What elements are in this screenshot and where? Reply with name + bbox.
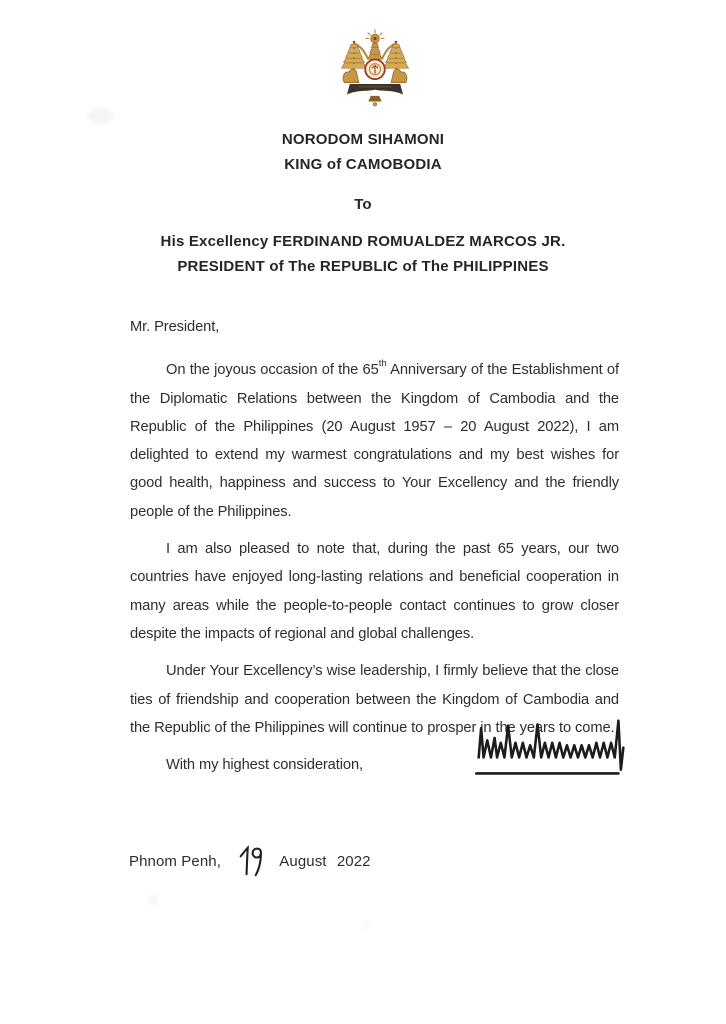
handwritten-day-19 <box>235 843 267 879</box>
closing-line: With my highest consideration, <box>166 757 364 774</box>
paragraph-1 <box>130 350 619 526</box>
paragraph-2: I am also pleased to note that, during the past 65 years, our two countries have enjoyed long-lasting relations and beneficial cooperation in many areas while the people-to-people contact continues to grow closer despite the impacts of regional and global challenges. <box>130 541 619 642</box>
paragraph-1-text: On the joyous occasion of the 65 <box>166 362 379 379</box>
dateline <box>129 843 371 879</box>
scan-artifact <box>362 922 370 928</box>
sender-name: NORODOM SIHAMONI <box>281 131 445 148</box>
scan-artifact <box>148 896 158 904</box>
to-label: To <box>354 196 372 213</box>
royal-arms-icon <box>333 28 417 109</box>
recipient-title: PRESIDENT of The REPUBLIC of The PHILIPPINES <box>177 258 549 275</box>
sender-title: KING of CAMOBODIA <box>284 156 442 173</box>
royal-arms-of-cambodia-crest <box>333 28 417 120</box>
signature-icon <box>467 706 635 782</box>
dateline-month-year: August 2022 <box>279 852 371 870</box>
ordinal-suffix: th <box>378 358 387 370</box>
salutation: Mr. President, <box>130 319 220 335</box>
royal-signature <box>467 706 635 782</box>
paragraph-3: Under Your Excellency’s wise leadership, I firmly believe that the close ties of friendship and cooperation between the Kingdom of Cambodia and the Republic of the Philippines will continue to prosper in the years to come. <box>130 663 619 736</box>
recipient-name: His Excellency FERDINAND ROMUALDEZ MARCOS JR. <box>160 233 566 250</box>
scan-artifact <box>88 108 114 124</box>
dateline-place: Phnom Penh, <box>129 852 226 870</box>
paragraph-1-text-continued: Anniversary of the Establishment of the Diplomatic Relations between the Kingdom of Cambodia and the Republic of the Philippines (20 August 1957 – 20 August 2022), I am delighted to extend my warmest congratulations and my best wishes for good health, happiness and success to Your Excellency and the friendly people of the Philippines. <box>130 362 619 520</box>
